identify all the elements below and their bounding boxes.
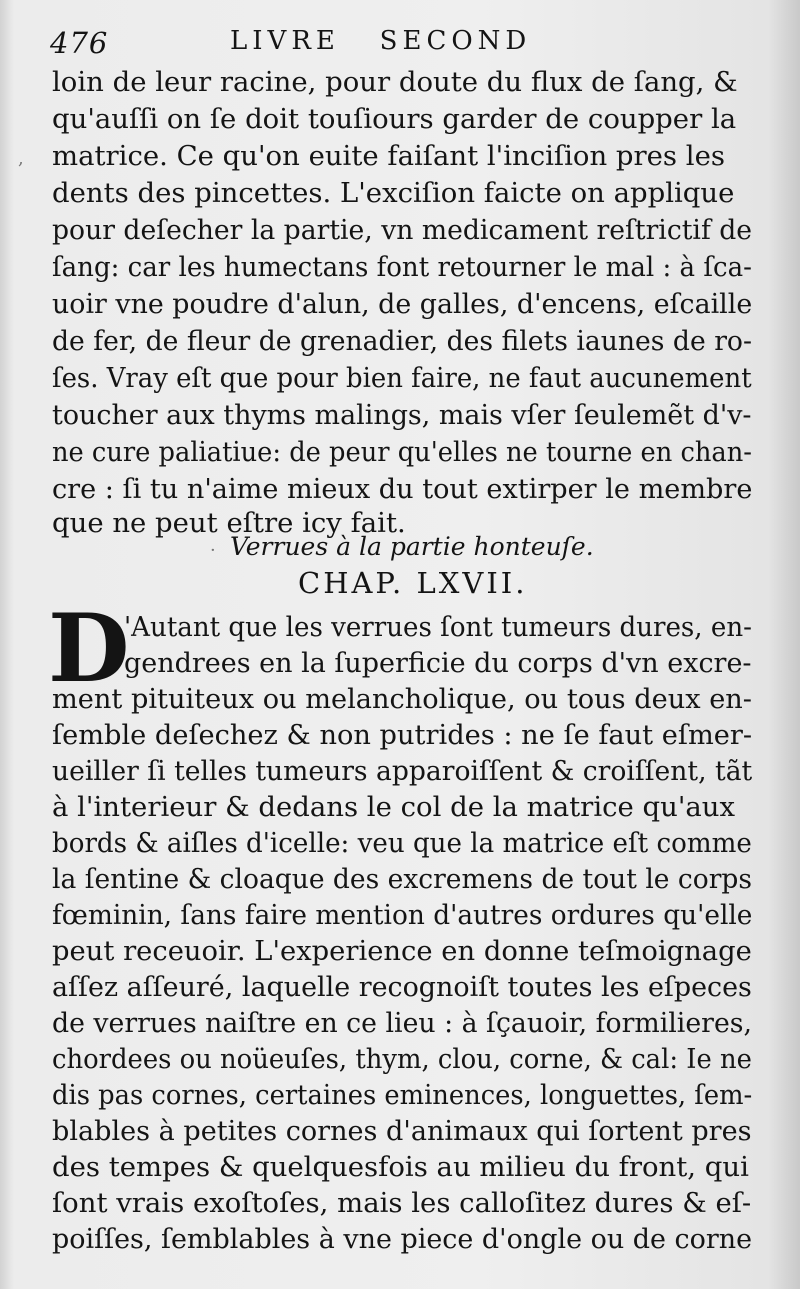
text-line: pour deſecher la partie, vn medicament reſtrictif de <box>52 214 753 246</box>
text-line: poiſſes, ſemblables à vne piece d'ongle ou de corne <box>52 1223 753 1255</box>
text-line: ſang: car les humectans font retourner le mal : à ſca- <box>52 251 752 283</box>
text-line: aſſez aſſeuré, laquelle recognoiſt toutes les eſpeces <box>52 971 752 1003</box>
text-line: ne cure paliatiue: de peur qu'elles ne tourne en chan- <box>52 436 752 468</box>
text-line: gendrees en la ſuperficie du corps d'vn excre- <box>124 647 752 679</box>
text-line: ſes. Vray eſt que pour bien faire, ne faut aucunement <box>52 362 752 394</box>
text-line: cre : ſi tu n'aime mieux du tout extirper le membre <box>52 473 753 505</box>
text-line: ſemble deſechez & non putrides : ne ſe faut eſmer- <box>52 719 753 751</box>
page-number: 476 <box>50 26 109 60</box>
text-line: uoir vne poudre d'alun, de galles, d'encens, eſcaille <box>52 288 753 320</box>
text-line: ment pituiteux ou melancholique, ou tous deux en- <box>52 683 752 715</box>
margin-mark: · <box>210 540 216 561</box>
text-line: dis pas cornes, certaines eminences, longuettes, ſem- <box>52 1079 753 1111</box>
text-line: de verrues naiſtre en ce lieu : à ſçauoir, formilieres, <box>52 1007 752 1039</box>
text-line: qu'auſſi on ſe doit touſiours garder de coupper la <box>52 103 737 135</box>
text-line: matrice. Ce qu'on euite faiſant l'inciſion pres les <box>52 140 725 172</box>
margin-mark: , <box>18 148 24 169</box>
text-line: peut receuoir. L'experience en donne teſmoignage <box>52 935 752 967</box>
text-line: ueiller ſi telles tumeurs apparoiſſent & croiſſent, tãt <box>52 755 753 787</box>
text-line: chordees ou noüeuſes, thym, clou, corne, & cal: Ie ne <box>52 1043 752 1075</box>
text-line: à l'interieur & dedans le col de la matrice qu'aux <box>52 791 736 823</box>
running-head: LIVRE SECOND <box>230 26 532 56</box>
text-line: des tempes & quelquesfois au milieu du front, qui <box>52 1151 749 1183</box>
text-line: que ne peut eſtre icy fait. <box>52 507 406 539</box>
text-line: 'Autant que les verrues ſont tumeurs dures, en- <box>124 611 752 643</box>
drop-cap: D <box>48 594 130 704</box>
page-header <box>50 26 750 66</box>
text-line: blables à petites cornes d'animaux qui ſortent pres <box>52 1115 752 1147</box>
text-line: bords & aiſles d'icelle: veu que la matrice eſt comme <box>52 827 752 859</box>
text-line: loin de leur racine, pour doute du flux de ſang, & <box>52 66 738 98</box>
text-line: fœminin, ſans faire mention d'autres ordures qu'elle <box>52 899 753 931</box>
text-line: dents des pincettes. L'exciſion faicte on applique <box>52 177 735 209</box>
section-subtitle: Verrues à la partie honteuſe. <box>230 532 594 561</box>
chapter-heading: CHAP. LXVII. <box>298 566 528 600</box>
text-line: de fer, de fleur de grenadier, des filets iaunes de ro- <box>52 325 752 357</box>
text-line: ſont vrais exoſtoſes, mais les calloſitez dures & eſ- <box>52 1187 752 1219</box>
text-line: la ſentine & cloaque des excremens de tout le corps <box>52 863 752 895</box>
text-line: toucher aux thyms malings, mais vſer ſeulemẽt d'v- <box>52 399 752 431</box>
